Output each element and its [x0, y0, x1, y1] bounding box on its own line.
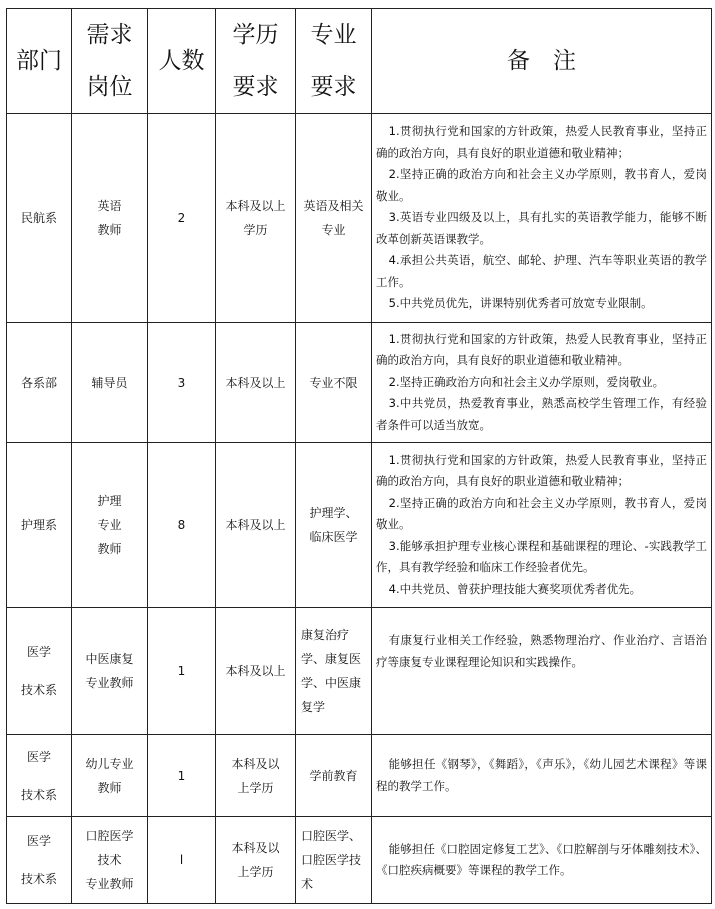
position-cell: 辅导员: [72, 323, 148, 443]
position-cell: 中医康复 专业教师: [72, 608, 148, 735]
table-row: [7, 817, 712, 904]
recruitment-table: [6, 8, 712, 904]
notes-cell: 能够担任《口腔固定修复工艺》、《口腔解剖与牙体雕刻技术》、《口腔疾病概要》等课程的教学工作。: [372, 817, 712, 904]
table-row: [7, 608, 712, 735]
header-notes: 备 注: [372, 9, 712, 114]
count-cell: 3: [148, 323, 216, 443]
table-row: [7, 735, 712, 817]
header-position: 需求 岗位: [72, 9, 148, 114]
major-cell: 专业不限: [296, 323, 372, 443]
header-education: 学历 要求: [216, 9, 296, 114]
education-cell: 本科及以上: [216, 323, 296, 443]
notes-cell: 有康复行业相关工作经验，熟悉物理治疗、作业治疗、言语治疗等康复专业课程理论知识和实践操作。: [372, 608, 712, 735]
header-dept: 部门: [7, 9, 72, 114]
count-cell: 1: [148, 735, 216, 817]
major-cell: 口腔医学、 口腔医学技 术: [296, 817, 372, 904]
notes-cell: 能够担任《钢琴》，《舞蹈》，《声乐》，《幼儿园艺术课程》等课程的教学工作。: [372, 735, 712, 817]
major-cell: 护理学、 临床医学: [296, 443, 372, 608]
major-cell: 英语及相关 专业: [296, 114, 372, 323]
header-count: 人数: [148, 9, 216, 114]
education-cell: 本科及以上: [216, 443, 296, 608]
count-cell: 1: [148, 608, 216, 735]
table-row: [7, 443, 712, 608]
education-cell: 本科及以 上学历: [216, 735, 296, 817]
notes-cell: 1.贯彻执行党和国家的方针政策，热爱人民教育事业，坚持正确的政治方向，具有良好的职业道德和敬业精神； 2.坚持正确的政治方向和社会主义办学原则，教书育人，爱岗敬业。 3.英语专业四级及以上，具有扎实的英语教学能力，能够不断改革创新英语课教学。 4.承担公共英语，航空、邮轮、护理、汽车等职业英语的教学工作。 5.中共党员优先，讲课特别优秀者可放宽专业限制。: [372, 114, 712, 323]
count-cell: l: [148, 817, 216, 904]
count-cell: 8: [148, 443, 216, 608]
header-row: [7, 9, 712, 114]
table-row: [7, 114, 712, 323]
position-cell: 护理 专业 教师: [72, 443, 148, 608]
education-cell: 本科及以上: [216, 608, 296, 735]
dept-cell: 护理系: [7, 443, 72, 608]
position-cell: 口腔医学 技术 专业教师: [72, 817, 148, 904]
count-cell: 2: [148, 114, 216, 323]
dept-cell: 医学 技术系: [7, 608, 72, 735]
dept-cell: 医学 技术系: [7, 735, 72, 817]
position-cell: 幼儿专业 教师: [72, 735, 148, 817]
major-cell: 学前教育: [296, 735, 372, 817]
dept-cell: 民航系: [7, 114, 72, 323]
dept-cell: 医学 技术系: [7, 817, 72, 904]
position-cell: 英语 教师: [72, 114, 148, 323]
education-cell: 本科及以 上学历: [216, 817, 296, 904]
dept-cell: 各系部: [7, 323, 72, 443]
education-cell: 本科及以上 学历: [216, 114, 296, 323]
header-major: 专业 要求: [296, 9, 372, 114]
table-row: [7, 323, 712, 443]
major-cell: 康复治疗 学、康复医 学、中医康 复学: [296, 608, 372, 735]
notes-cell: 1.贯彻执行党和国家的方针政策，热爱人民教育事业，坚持正确的政治方向，具有良好的职业道德和敬业精神。 2.坚持正确政治方向和社会主义办学原则，爱岗敬业。 3.中共党员，热爱教育事业，熟悉高校学生管理工作，有经验者条件可以适当放宽。: [372, 323, 712, 443]
notes-cell: 1.贯彻执行党和国家的方针政策，热爱人民教育事业，坚持正确的政治方向，具有良好的职业道德和敬业精神； 2.坚持正确的政治方向和社会主义办学原则，教书育人，爱岗敬业。 3.能够承担护理专业核心课程和基础课程的理论、-实践教学工作，具有教学经验和临床工作经验者优先。 4.中共党员、曾获护理技能大赛奖项优秀者优先。: [372, 443, 712, 608]
